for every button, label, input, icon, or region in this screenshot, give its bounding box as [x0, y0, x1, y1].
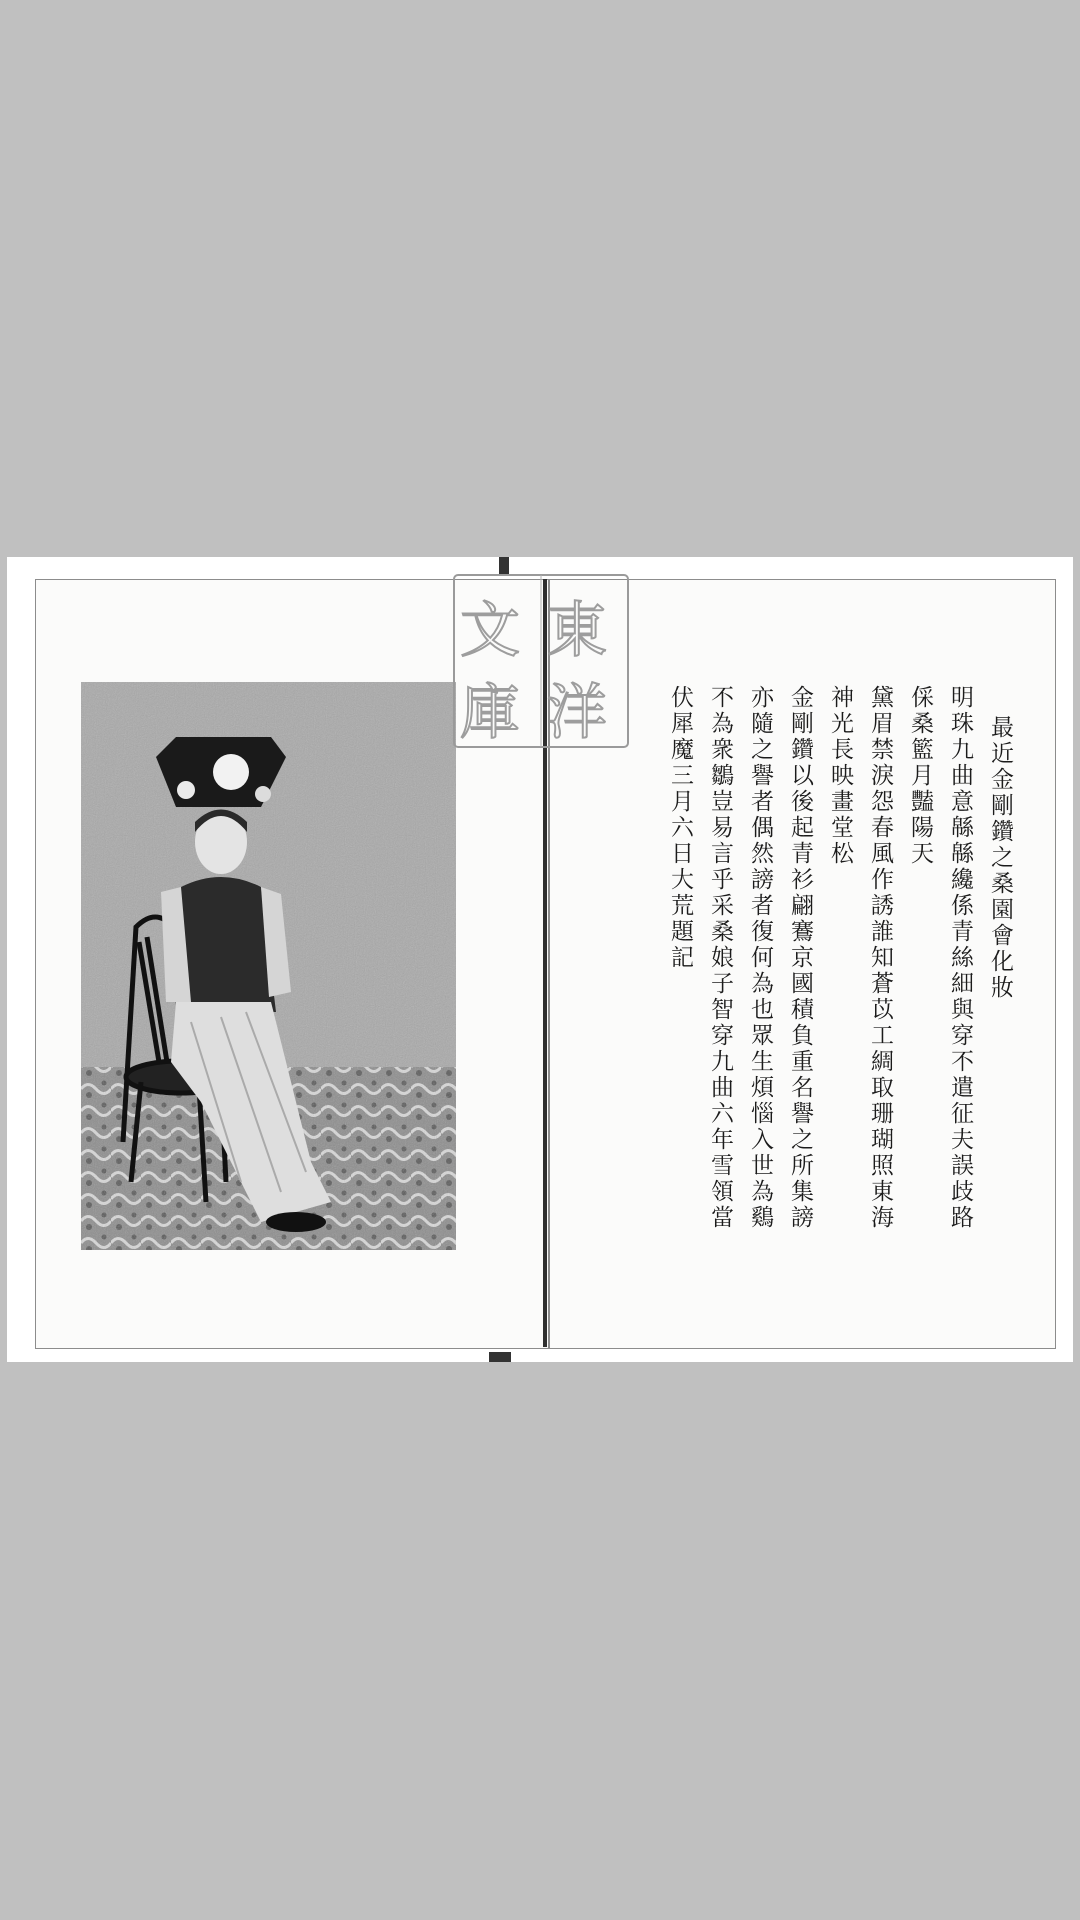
- poem-column: 不為衆鶵豈易言乎采桑娘子智穿九曲六年雪領當: [707, 685, 733, 1231]
- svg-text:洋: 洋: [547, 678, 607, 748]
- svg-text:庫: 庫: [460, 678, 520, 748]
- poem-column: 黛眉禁淚怨春風作誘誰知蒼苡工綢取珊瑚照東海: [867, 685, 893, 1231]
- svg-text:東: 東: [547, 596, 607, 666]
- poem-title: 最近金剛鑽之桑園會化妝: [987, 715, 1013, 1001]
- binding-thread: [489, 1352, 511, 1362]
- portrait-photograph: [81, 682, 456, 1250]
- poem-column: 倸桑籃月豔陽天: [907, 685, 933, 867]
- poem-column: 金剛鑽以後起青衫翩鶱京國積負重名譽之所集謗: [787, 685, 813, 1231]
- poem-signature: 伏犀魔三月六日大荒題記: [667, 685, 693, 971]
- library-seal-stamp: [452, 573, 630, 749]
- figure-vest: [176, 877, 276, 1012]
- poem-column: 神光長映畫堂松: [827, 685, 853, 867]
- poem-column: 亦隨之譽者偶然謗者復何為也眾生煩惱入世為鷄: [747, 685, 773, 1231]
- book-spread: [7, 557, 1073, 1362]
- svg-text:文: 文: [460, 596, 520, 666]
- poem-text: [580, 685, 1030, 1285]
- portrait-image: [81, 682, 456, 1250]
- poem-column: 明珠九曲意緜緜纔係青絲細與穿不遣征夫誤歧路: [947, 685, 973, 1231]
